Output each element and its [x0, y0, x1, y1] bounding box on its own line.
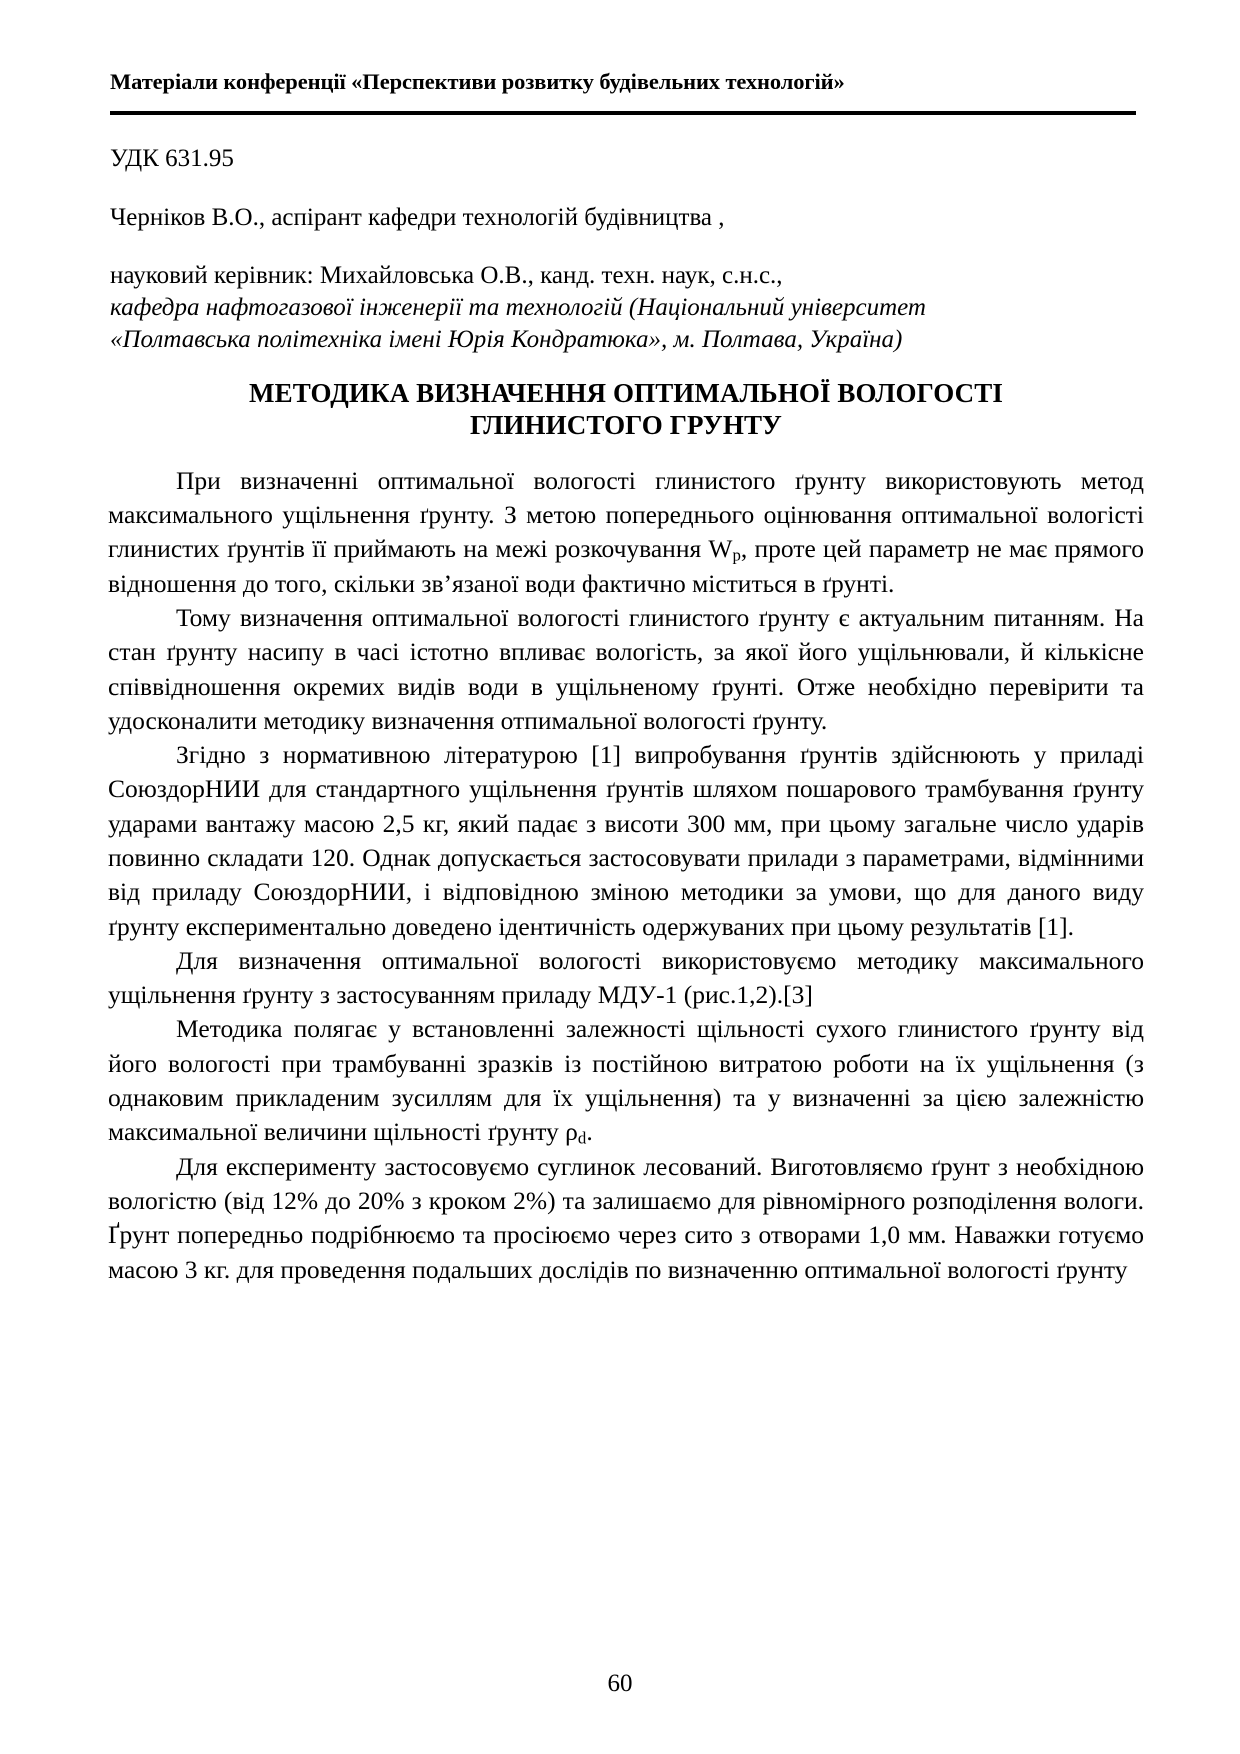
paragraph-1: [108, 464, 1144, 601]
affiliation-line-1: кафедра нафтогазової інженерії та технологій (Національний університет: [110, 294, 926, 321]
paragraph-5-part-a: Методика полягає у встановленні залежності щільності сухого глинистого ґрунту від його вологості при трамбуванні зразків із постійною витратою роботи на їх ущільнення (з однаковим прикладеним зусиллям для їх ущільнення) та у визначенні за цією залежністю максимальної величини щільності ґрунту ρ: [108, 1014, 1144, 1147]
paragraph-2: Тому визначення оптимальної вологості глинистого ґрунту є актуальним питанням. На стан ґрунту насипу в часі істотно впливає вологість, за якої його ущільнювали, й кількісне співвідношення окремих видів води в ущільненому ґрунті. Отже необхідно перевірити та удосконалити методику визначення отпимальної вологості ґрунту.: [108, 602, 1144, 735]
page-number: 60: [607, 1670, 633, 1697]
subscript-wp: p: [732, 546, 741, 565]
paragraph-1-part-a: При визначенні оптимальної вологості глинистого ґрунту використовують метод максимального ущільнення ґрунту. З метою попереднього оцінювання оптимальної вологісті глинистих ґрунтів її приймають на межі розкочування W: [108, 465, 1144, 564]
subscript-rho-d: d: [577, 1129, 587, 1149]
article-title-line-2: ГЛИНИСТОГО ГРУНТУ: [470, 409, 782, 440]
affiliation-block: [110, 292, 1144, 356]
paragraph-5-part-b: .: [586, 1117, 593, 1147]
paragraph-3: Згідно з нормативною літературою [1] випробування ґрунтів здійснюють у приладі СоюздорНИИ для стандартного ущільнення ґрунтів шляхом пошарового трамбування ґрунту ударами вантажу масою 2,5 кг, який падає з висоти 300 мм, при цьому загальне число ударів повинно складати 120. Однак допускається застосовувати прилади з параметрами, відмінними від приладу СоюздорНИИ, і відповідною зміною методики за умови, що для даного виду ґрунту експериментально доведено ідентичність одержуваних при цьому результатів [1].: [108, 740, 1144, 941]
paragraph-5: [108, 1012, 1144, 1149]
paragraph-6: Для експерименту застосовуємо суглинок лесований. Виготовляємо ґрунт з необхідною вологістю (від 12% до 20% з кроком 2%) та залишаємо для рівномірного розподілення вологи. Ґрунт попередньо подрібнюємо та просіюємо через сито з отворами 1,0 мм. Наважки готуємо масою 3 кг. для проведення подальших дослідів по визначенню оптимальної вологості ґрунту: [108, 1151, 1144, 1284]
article-body: [108, 464, 1144, 1287]
author-line: Черніков В.О., аспірант кафедри технологій будівництва ,: [110, 204, 725, 231]
article-title: [118, 378, 1134, 442]
article-title-line-1: МЕТОДИКА ВИЗНАЧЕННЯ ОПТИМАЛЬНОЇ ВОЛОГОСТІ: [249, 378, 1003, 408]
supervisor-line: науковий керівник: Михайловська О.В., канд. техн. наук, с.н.с.,: [110, 262, 783, 289]
affiliation-line-2: «Полтавська політехніка імені Юрія Кондратюка», м. Полтава, Україна): [110, 326, 903, 353]
header-divider-rule: [110, 111, 1136, 115]
udk-code: УДК 631.95: [110, 145, 234, 172]
paragraph-1-part-b: , проте цей параметр не має прямого відношення до того, скільки зв’язаної води фактично міститься в ґрунті.: [108, 534, 1144, 598]
running-head: Матеріали конференції «Перспективи розвитку будівельних технологій»: [110, 69, 845, 94]
paragraph-4: Для визначення оптимальної вологості використовуємо методику максимального ущільнення ґрунту з застосуванням приладу МДУ-1 (рис.1,2).[3]: [108, 945, 1144, 1010]
